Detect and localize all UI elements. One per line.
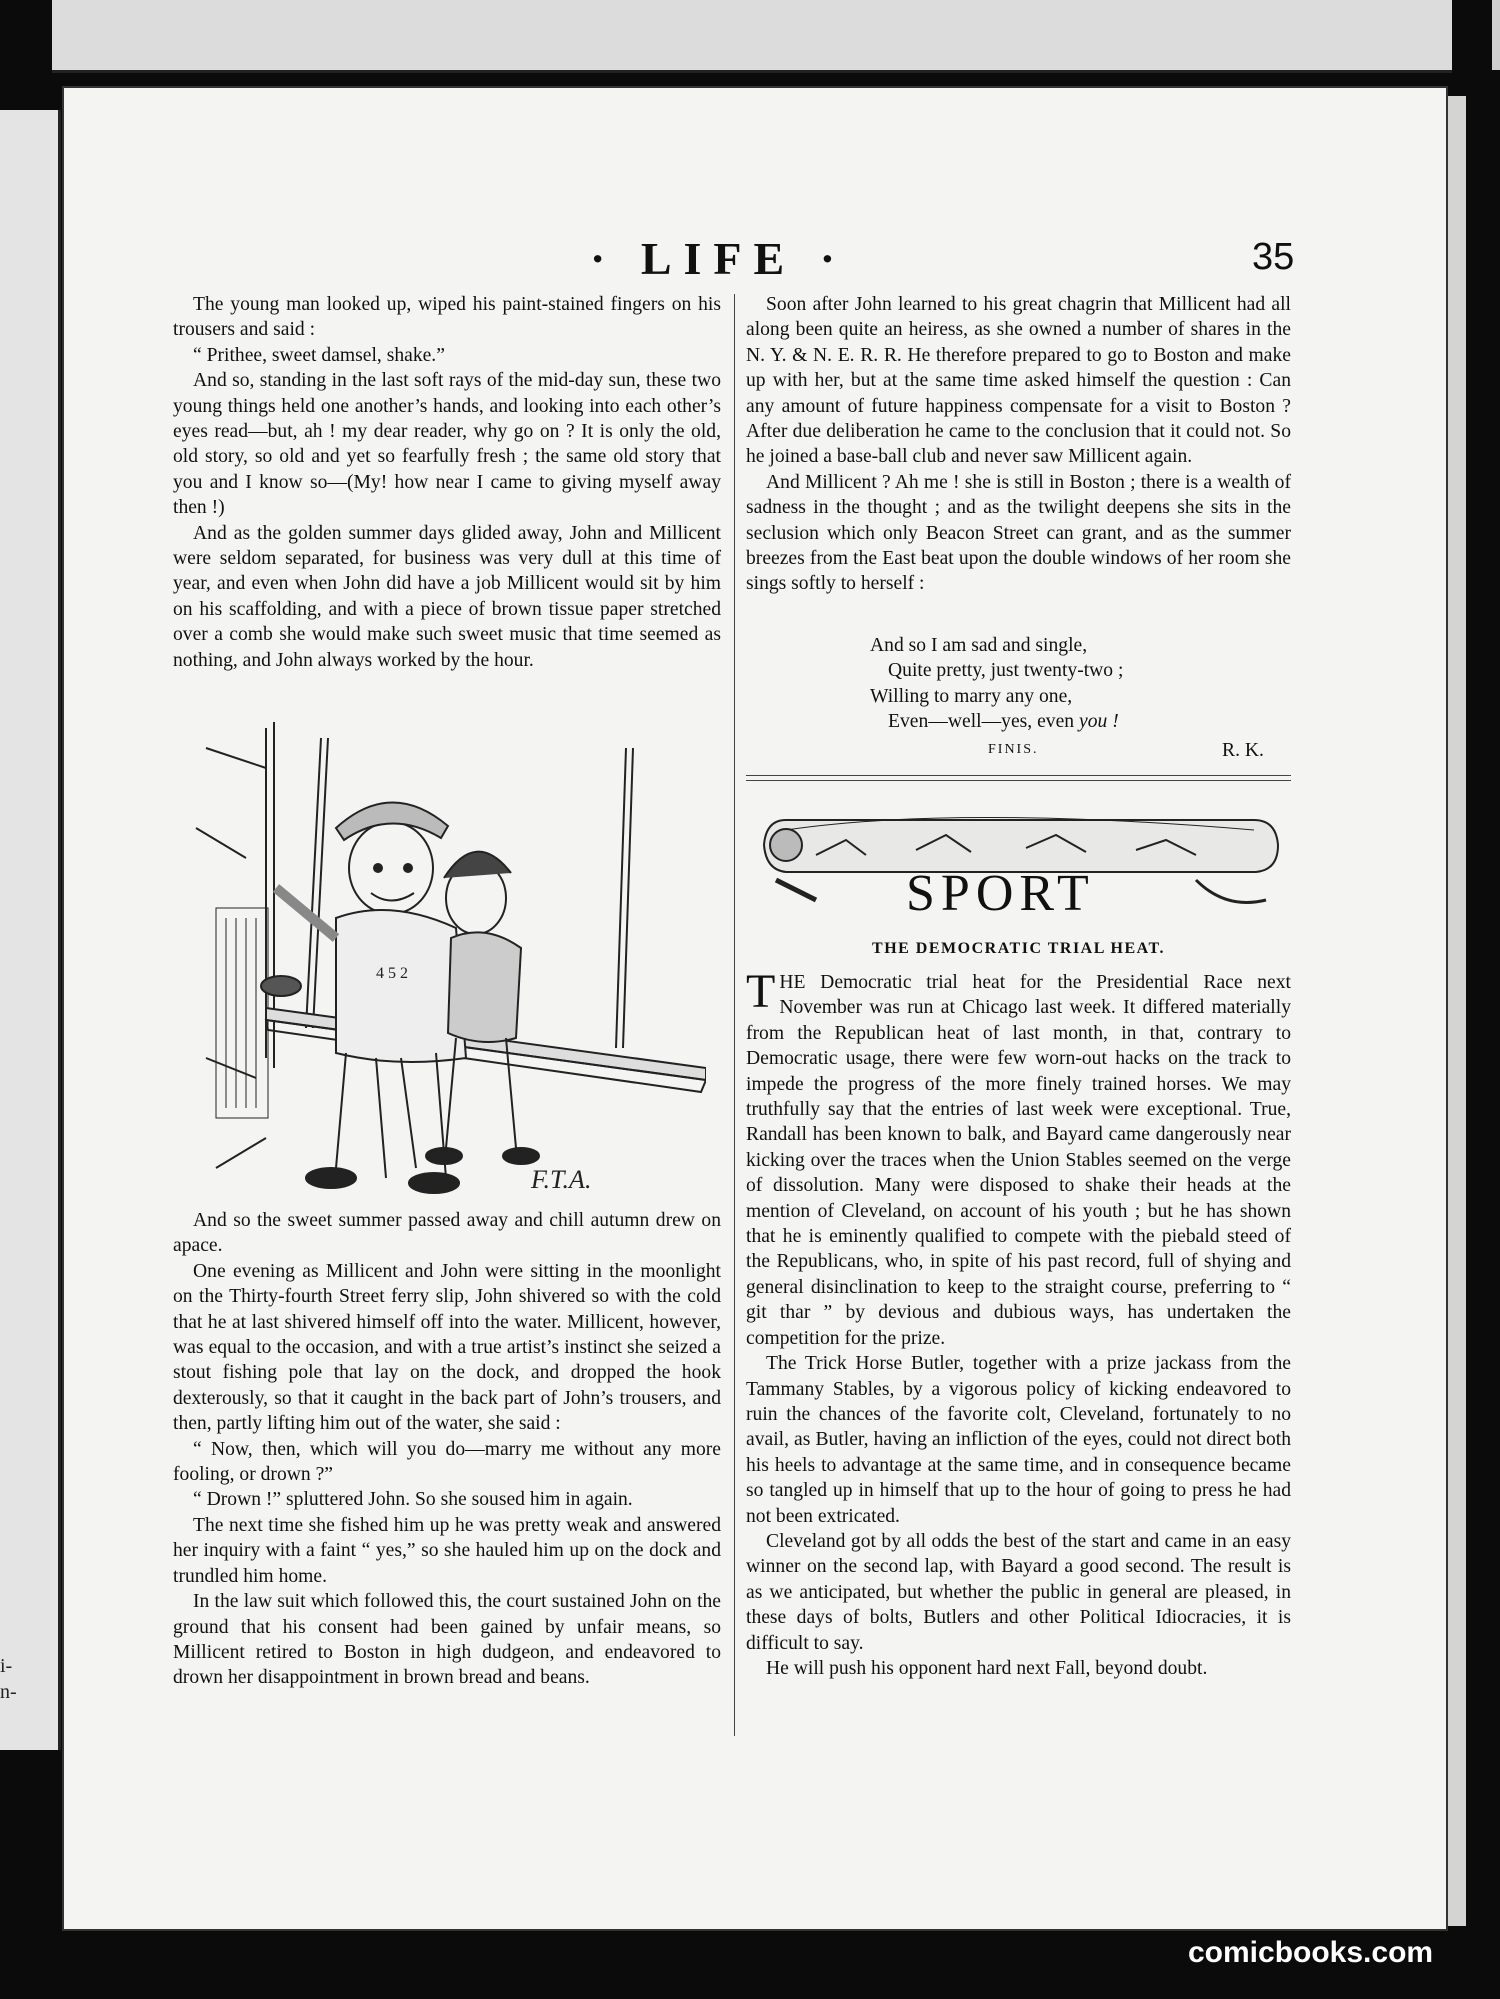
section-separator xyxy=(746,775,1291,781)
paragraph: The Trick Horse Butler, together with a prize jackass from the Tammany Stables, by a vigorous policy of kicking endeavored to ruin the chances of the favorite colt, Cleveland, fortunately to no avail, as Butler, having an infliction of the eyes, could not direct both his heels to advantage at the same time, and in consequence became so tangled up in himself that up to the hour of going to press he had not been extricated. xyxy=(746,1353,1291,1527)
svg-text:4 5 2: 4 5 2 xyxy=(376,965,408,982)
magazine-title: · LIFE · xyxy=(590,233,848,284)
left-page-fragment: i- xyxy=(0,1655,13,1677)
banner-title: SPORT xyxy=(906,865,1095,918)
left-page-fragment: n- xyxy=(0,1681,17,1703)
paragraph: In the law suit which followed this, the court sustained John on the ground that his consent had been gained by unfair means, so Millicent retired to Boston in high dudgeon, and endeavored to drown her disappointment in brown bread and beans. xyxy=(173,1591,721,1689)
left-column-top xyxy=(173,292,721,673)
watermark: comicbooks.com xyxy=(1188,1936,1434,1969)
page-header xyxy=(0,146,1500,284)
paragraph: One evening as Millicent and John were sitting in the moonlight on the Thirty-fourth Street ferry slip, John shivered so with the cold that he at last shivered himself off into the water. Millicent, however, was equal to the occasion, and with a true artist’s instinct she seized a stout fishing pole that lay on the dock, and dropped the hook dexterously, so that it caught in the back part of John’s trousers, and then, partly lifting him out of the water, she said : xyxy=(173,1260,721,1435)
poem-line: Quite pretty, just twenty-two ; xyxy=(888,660,1124,682)
paragraph: And so, standing in the last soft rays of the mid-day sun, these two young things held one another’s hands, and looking into each other’s eyes read—but, ah ! my dear reader, why go on ? It is only the old, old story, so old and yet so fearfully fresh ; the same old story that you and I know so—(My! how near I came to giving myself away then !) xyxy=(173,370,721,519)
left-column-bottom xyxy=(173,1208,721,1691)
poem xyxy=(870,633,1123,735)
poem-line: And so I am sad and single, xyxy=(870,635,1088,656)
paragraph: And so the sweet summer passed away and chill autumn drew on apace. xyxy=(173,1210,721,1257)
finis-label: FINIS. xyxy=(988,742,1039,757)
paragraph: “ Now, then, which will you do—marry me without any more fooling, or drown ?” xyxy=(173,1438,721,1486)
column-divider xyxy=(734,294,735,1736)
left-page-edge xyxy=(0,110,61,1750)
drop-cap: T xyxy=(746,965,776,1018)
paragraph: “ Drown !” spluttered John. So she soused him in again. xyxy=(193,1489,633,1511)
paragraph: He will push his opponent hard next Fall, beyond doubt. xyxy=(766,1657,1208,1679)
poem-emphasis: you ! xyxy=(1079,711,1119,733)
sport-banner xyxy=(756,800,1286,918)
paragraph: And Millicent ? Ah me ! she is still in Boston ; there is a wealth of sadness in the thought ; and as the twilight deepens she sits in the seclusion which only Beacon Street can grant, and as the summer breezes from the East beat upon the double windows of her room she sings softly to herself : xyxy=(746,471,1291,595)
swing-couple-illustration xyxy=(186,708,706,1208)
illustrator-signature: F.T.A. xyxy=(531,1165,592,1194)
poem-line: Willing to marry any one, xyxy=(870,685,1073,707)
right-column-bottom xyxy=(746,965,1291,1681)
page-number: 35 xyxy=(1252,236,1295,278)
paragraph: Cleveland got by all odds the best of the start and came in an easy winner on the second lap, with Bayard a good second. The result is as we anticipated, but whether the public in general are pleased, in these days of bolts, Butlers and other Political Idiocracies, it is difficult to say. xyxy=(746,1530,1291,1654)
paragraph: And as the golden summer days glided away, John and Millicent were seldom separated, for business was very dull at this time of year, and even when John did have a job Millicent would sit by him on his scaffolding, and with a piece of brown tissue paper stretched over a comb she would make such sweet music that time seemed as nothing, and John always worked by the hour. xyxy=(173,522,721,671)
previous-page-edge xyxy=(52,0,1452,73)
paragraph: The next time she fished him up he was pretty weak and answered her inquiry with a faint “ yes,” so she hauled him up on the dock and trundled him home. xyxy=(173,1514,721,1587)
right-column-top xyxy=(746,292,1291,597)
paragraph: The young man looked up, wiped his paint-stained fingers on his trousers and said : xyxy=(173,294,721,341)
paragraph: “ Prithee, sweet damsel, shake.” xyxy=(193,344,445,366)
paragraph: Soon after John learned to his great chagrin that Millicent had all along been quite an heiress, as she owned a number of shares in the N. Y. & N. E. R. R. He therefore prepared to go to Boston and make up with her, but at the same time asked himself the question : Can any amount of future happiness compensate for a visit to Boston ? After due deliberation he came to the conclusion that it could not. So he joined a base-ball club and never saw Millicent again. xyxy=(746,294,1291,468)
article-heading: THE DEMOCRATIC TRIAL HEAT. xyxy=(872,940,1165,957)
paragraph-first: THE Democratic trial heat for the Presidential Race next November was run at Chicago last week. It differed materially from the Republican heat of last month, in that, contrary to Democratic usage, there were few worn-out hacks on the track to impede the progress of the more finely trained horses. We may truthfully say that the entries of last week were exceptional. True, Randall has been known to balk, and Bayard came dangerously near kicking over the traces when the Union Stables seemed on the verge of dissolution. Many were disposed to shake their heads at the mention of Cleveland, on account of his youth ; but he has shown that he is eminently qualified to compete with the piebald steed of the Republicans, who, in spite of his past record, full of shying and general disinclination to keep to the straight course, preferring to “ git thar ” by devious and dubious ways, has undertaken the competition for the prize. xyxy=(746,965,1291,1349)
author-signature: R. K. xyxy=(1222,740,1264,761)
poem-line-last: Even—well—yes, even you ! xyxy=(888,711,1119,733)
